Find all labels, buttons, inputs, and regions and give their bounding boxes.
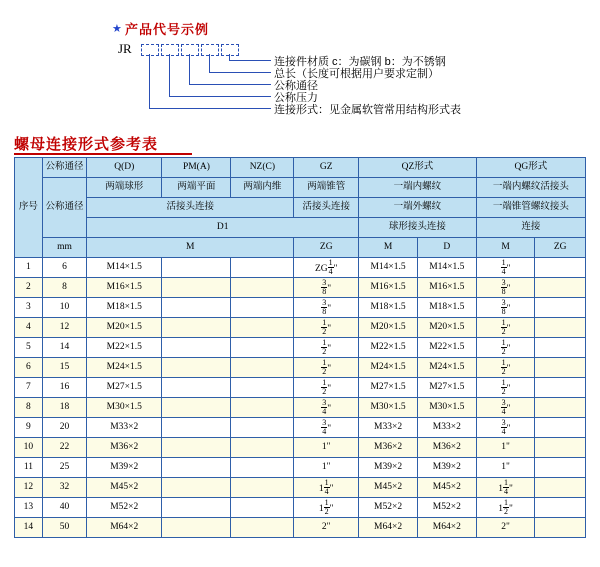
cell-q: M64×2 <box>87 518 162 538</box>
header-group-nz: NZ(C) <box>231 158 294 178</box>
table-body <box>15 158 586 538</box>
cell-qz-m: M16×1.5 <box>359 278 418 298</box>
cell-nz <box>231 278 294 298</box>
cell-q: M16×1.5 <box>87 278 162 298</box>
cell-qg-m: $\frac{3}{8}$ " <box>476 298 535 318</box>
cell-q: M18×1.5 <box>87 298 162 318</box>
leader-line-3 <box>189 54 190 84</box>
cell-qg-zg <box>535 258 586 278</box>
diagram-label-material: 连接件材质 c：为碳钢 b：为不锈钢 <box>274 56 446 68</box>
header-group-gz: GZ <box>294 158 359 178</box>
cell-seq: 1 <box>15 258 43 278</box>
cell-qg-m: 1 $\frac{1}{2}$ " <box>476 498 535 518</box>
cell-qg-zg <box>535 398 586 418</box>
cell-gz: $\frac{3}{8}$ " <box>294 278 359 298</box>
cell-dn: 20 <box>42 418 86 438</box>
cell-qz-d: M64×2 <box>417 518 476 538</box>
cell-qg-zg <box>535 378 586 398</box>
cell-nz <box>231 258 294 278</box>
cell-seq: 4 <box>15 318 43 338</box>
cell-dn: 15 <box>42 358 86 378</box>
cell-pm <box>162 458 231 478</box>
cell-nz <box>231 338 294 358</box>
cell-q: M20×1.5 <box>87 318 162 338</box>
cell-nz <box>231 358 294 378</box>
code-prefix: JR <box>118 41 132 56</box>
cell-seq: 14 <box>15 518 43 538</box>
cell-qz-d: M16×1.5 <box>417 278 476 298</box>
cell-nz <box>231 378 294 398</box>
table-header-row-3 <box>15 198 586 218</box>
code-box-4 <box>201 44 219 56</box>
header-qz-conn: 一端外螺纹 <box>359 198 476 218</box>
cell-qg-m: $\frac{1}{2}$ " <box>476 338 535 358</box>
cell-nz <box>231 398 294 418</box>
cell-nz <box>231 518 294 538</box>
cell-gz: 2" <box>294 518 359 538</box>
header-group-qz: QZ形式 <box>359 158 476 178</box>
cell-gz: $\frac{3}{4}$ " <box>294 418 359 438</box>
cell-q: M27×1.5 <box>87 378 162 398</box>
cell-qz-m: M14×1.5 <box>359 258 418 278</box>
cell-dn: 14 <box>42 338 86 358</box>
cell-gz: 1 $\frac{1}{2}$ " <box>294 498 359 518</box>
cell-nz <box>231 298 294 318</box>
leader-h-3 <box>189 84 271 85</box>
cell-qz-m: M18×1.5 <box>359 298 418 318</box>
cell-qz-m: M36×2 <box>359 438 418 458</box>
leader-h-1 <box>229 60 271 61</box>
table-header-row-2 <box>15 178 586 198</box>
cell-qz-d: M45×2 <box>417 478 476 498</box>
diagram-label-length: 总长（长度可根据用户要求定制） <box>274 68 439 80</box>
header-qg-link: 连接 <box>476 218 585 238</box>
cell-qg-m: $\frac{1}{4}$ " <box>476 258 535 278</box>
cell-pm <box>162 338 231 358</box>
cell-qz-d: M20×1.5 <box>417 318 476 338</box>
table-row <box>15 258 586 278</box>
cell-qz-m: M22×1.5 <box>359 338 418 358</box>
cell-q: M30×1.5 <box>87 398 162 418</box>
cell-pm <box>162 378 231 398</box>
cell-qg-zg <box>535 298 586 318</box>
table-row <box>15 318 586 338</box>
code-box-1 <box>141 44 159 56</box>
diagram-title: 产品代号示例 <box>125 22 210 37</box>
cell-dn: 22 <box>42 438 86 458</box>
cell-seq: 9 <box>15 418 43 438</box>
header-gz-type: 两端锥管 <box>294 178 359 198</box>
cell-gz: $\frac{1}{2}$ " <box>294 318 359 338</box>
diagram-label-pn: 公称压力 <box>274 92 318 104</box>
cell-nz <box>231 478 294 498</box>
table-row <box>15 298 586 318</box>
cell-qg-zg <box>535 498 586 518</box>
table-header-row-4 <box>15 218 586 238</box>
cell-qg-zg <box>535 278 586 298</box>
cell-qz-d: M27×1.5 <box>417 378 476 398</box>
cell-qz-d: M24×1.5 <box>417 358 476 378</box>
cell-dn: 16 <box>42 378 86 398</box>
cell-qg-zg <box>535 478 586 498</box>
cell-pm <box>162 478 231 498</box>
header-q-type: 两端球形 <box>87 178 162 198</box>
title-underline <box>14 153 192 155</box>
cell-seq: 7 <box>15 378 43 398</box>
cell-qg-m: 1" <box>476 458 535 478</box>
header-group-qg: QG形式 <box>476 158 585 178</box>
cell-seq: 13 <box>15 498 43 518</box>
cell-gz: 1" <box>294 458 359 478</box>
table-row <box>15 518 586 538</box>
cell-pm <box>162 298 231 318</box>
cell-pm <box>162 258 231 278</box>
header-dn-merge: 公称通径 <box>42 178 86 238</box>
cell-seq: 2 <box>15 278 43 298</box>
cell-qg-m: $\frac{3}{8}$ " <box>476 278 535 298</box>
cell-qg-m: $\frac{1}{2}$ " <box>476 358 535 378</box>
table-title: 螺母连接形式参考表 <box>14 136 159 153</box>
diagram-label-dn: 公称通径 <box>274 80 318 92</box>
header-sub-qz-m: M <box>359 238 418 258</box>
header-sub-qz-d: D <box>417 238 476 258</box>
cell-q: M22×1.5 <box>87 338 162 358</box>
cell-seq: 3 <box>15 298 43 318</box>
cell-gz: ZG $\frac{1}{4}$ " <box>294 258 359 278</box>
cell-qg-m: 2" <box>476 518 535 538</box>
header-qz-ball: 球形接头连接 <box>359 218 476 238</box>
leader-h-5 <box>149 108 271 109</box>
header-sub-qg-zg: ZG <box>535 238 586 258</box>
cell-qz-m: M24×1.5 <box>359 358 418 378</box>
cell-qg-m: $\frac{1}{2}$ " <box>476 378 535 398</box>
cell-pm <box>162 318 231 338</box>
cell-nz <box>231 458 294 478</box>
cell-qz-d: M52×2 <box>417 498 476 518</box>
cell-nz <box>231 438 294 458</box>
cell-qz-d: M33×2 <box>417 418 476 438</box>
header-group-q: Q(D) <box>87 158 162 178</box>
header-sub-m: M <box>87 238 294 258</box>
header-pm-type: 两端平面 <box>162 178 231 198</box>
cell-seq: 12 <box>15 478 43 498</box>
cell-dn: 32 <box>42 478 86 498</box>
cell-gz: 1" <box>294 438 359 458</box>
cell-gz: 1 $\frac{1}{4}$ " <box>294 478 359 498</box>
header-sub-zg: ZG <box>294 238 359 258</box>
header-nz-type: 两端内维 <box>231 178 294 198</box>
cell-seq: 11 <box>15 458 43 478</box>
table-header-row-5 <box>15 238 586 258</box>
leader-line-2 <box>209 54 210 72</box>
table-row <box>15 438 586 458</box>
cell-qz-m: M33×2 <box>359 418 418 438</box>
cell-qz-d: M14×1.5 <box>417 258 476 278</box>
cell-seq: 8 <box>15 398 43 418</box>
cell-qg-zg <box>535 318 586 338</box>
cell-qz-m: M27×1.5 <box>359 378 418 398</box>
code-box-3 <box>181 44 199 56</box>
cell-qg-zg <box>535 338 586 358</box>
cell-pm <box>162 418 231 438</box>
cell-qg-m: $\frac{3}{4}$ " <box>476 418 535 438</box>
cell-qz-d: M39×2 <box>417 458 476 478</box>
cell-seq: 6 <box>15 358 43 378</box>
cell-q: M39×2 <box>87 458 162 478</box>
table-row <box>15 498 586 518</box>
table-row <box>15 398 586 418</box>
header-left-conn: 活接头连接 <box>87 198 294 218</box>
cell-gz: $\frac{1}{2}$ " <box>294 338 359 358</box>
code-box-2 <box>161 44 179 56</box>
cell-qz-d: M36×2 <box>417 438 476 458</box>
table-row <box>15 358 586 378</box>
cell-qg-m: $\frac{1}{2}$ " <box>476 318 535 338</box>
header-dn: 公称通径 <box>42 158 86 178</box>
code-box-5 <box>221 44 239 56</box>
cell-qg-zg <box>535 418 586 438</box>
cell-pm <box>162 398 231 418</box>
nut-connection-table <box>14 157 586 538</box>
cell-qg-m: 1 $\frac{1}{4}$ " <box>476 478 535 498</box>
header-seq <box>15 158 43 258</box>
cell-nz <box>231 318 294 338</box>
table-row <box>15 478 586 498</box>
header-seq-label: 序号 <box>18 201 38 213</box>
table-row <box>15 378 586 398</box>
header-qg-conn: 一端锥管螺纹接头 <box>476 198 585 218</box>
cell-seq: 5 <box>15 338 43 358</box>
product-code-diagram <box>0 0 600 128</box>
cell-pm <box>162 498 231 518</box>
star-icon: ★ <box>112 23 122 35</box>
cell-qz-m: M45×2 <box>359 478 418 498</box>
cell-qz-m: M52×2 <box>359 498 418 518</box>
cell-q: M24×1.5 <box>87 358 162 378</box>
table-row <box>15 458 586 478</box>
cell-qg-zg <box>535 458 586 478</box>
table-row <box>15 338 586 358</box>
diagram-label-conn: 连接形式：见金属软管常用结构形式表 <box>274 104 461 116</box>
table-row <box>15 418 586 438</box>
cell-pm <box>162 278 231 298</box>
cell-q: M14×1.5 <box>87 258 162 278</box>
cell-dn: 8 <box>42 278 86 298</box>
cell-qz-d: M30×1.5 <box>417 398 476 418</box>
cell-pm <box>162 358 231 378</box>
leader-h-2 <box>209 72 271 73</box>
cell-q: M52×2 <box>87 498 162 518</box>
cell-q: M45×2 <box>87 478 162 498</box>
cell-pm <box>162 518 231 538</box>
cell-qz-d: M18×1.5 <box>417 298 476 318</box>
cell-q: M36×2 <box>87 438 162 458</box>
cell-dn: 50 <box>42 518 86 538</box>
cell-pm <box>162 438 231 458</box>
header-gz-conn: 活接头连接 <box>294 198 359 218</box>
cell-gz: $\frac{3}{8}$ " <box>294 298 359 318</box>
cell-qg-zg <box>535 438 586 458</box>
cell-dn: 10 <box>42 298 86 318</box>
header-qg-type: 一端内螺纹活接头 <box>476 178 585 198</box>
header-d1: D1 <box>87 218 359 238</box>
leader-line-4 <box>169 54 170 96</box>
cell-qz-d: M22×1.5 <box>417 338 476 358</box>
cell-qz-m: M39×2 <box>359 458 418 478</box>
table-header-row-1 <box>15 158 586 178</box>
cell-gz: $\frac{1}{2}$ " <box>294 358 359 378</box>
table-row <box>15 278 586 298</box>
cell-dn: 18 <box>42 398 86 418</box>
cell-qg-m: 1" <box>476 438 535 458</box>
cell-qg-m: $\frac{3}{4}$ " <box>476 398 535 418</box>
cell-gz: $\frac{3}{4}$ " <box>294 398 359 418</box>
cell-qz-m: M64×2 <box>359 518 418 538</box>
cell-nz <box>231 498 294 518</box>
cell-dn: 25 <box>42 458 86 478</box>
cell-qg-zg <box>535 518 586 538</box>
cell-dn: 40 <box>42 498 86 518</box>
header-sub-qg-m: M <box>476 238 535 258</box>
cell-seq: 10 <box>15 438 43 458</box>
leader-line-5 <box>149 54 150 108</box>
cell-gz: $\frac{1}{2}$ " <box>294 378 359 398</box>
cell-dn: 6 <box>42 258 86 278</box>
cell-q: M33×2 <box>87 418 162 438</box>
cell-nz <box>231 418 294 438</box>
header-group-pm: PM(A) <box>162 158 231 178</box>
cell-qz-m: M20×1.5 <box>359 318 418 338</box>
header-qz-type: 一端内螺纹 <box>359 178 476 198</box>
leader-h-4 <box>169 96 271 97</box>
cell-qz-m: M30×1.5 <box>359 398 418 418</box>
cell-qg-zg <box>535 358 586 378</box>
header-unit-mm: mm <box>42 238 86 258</box>
cell-dn: 12 <box>42 318 86 338</box>
